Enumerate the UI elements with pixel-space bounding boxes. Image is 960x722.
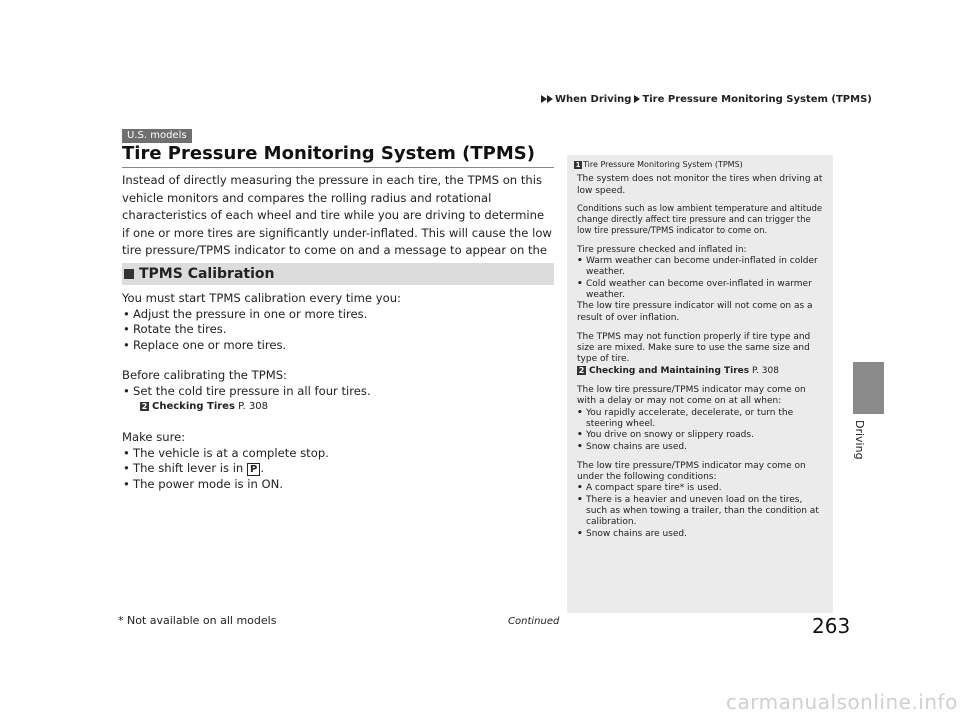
reference-arrow-icon: 2 (578, 365, 585, 375)
reference-page: P. 308 (238, 401, 269, 412)
list-item: • The power mode is in ON. (122, 477, 554, 493)
list-item: • Replace one or more tires. (122, 338, 554, 354)
breadcrumb-page: Tire Pressure Monitoring System (TPMS) (642, 94, 872, 105)
list-item: • A compact spare tire* is used. (577, 483, 826, 494)
reference-title[interactable]: Checking Tires (152, 401, 235, 412)
note-lead: Tire pressure checked and inflated in: (577, 244, 747, 255)
intro-paragraph: Instead of directly measuring the pressure in each tire, the TPMS on this vehicle monitors and compares the rolling radius and rotational characteristics of each wheel and tire while you are driving to determine if one or more tires are significantly under-inflated. This will cause the low tire pressure/TPMS indicator to come on and a message to appear on the (122, 173, 552, 257)
note-number-icon: 1 (575, 161, 581, 169)
note-block (574, 385, 826, 453)
list-item: • You drive on snowy or slippery roads. (577, 430, 826, 441)
section-marker-icon (124, 269, 134, 279)
breadcrumb-section[interactable]: When Driving (555, 94, 632, 105)
calibration-lead: You must start TPMS calibration every time you: (122, 291, 401, 305)
chapter-tab (853, 362, 884, 414)
chapter-tab-label: Driving (853, 420, 866, 460)
make-sure-list (122, 446, 554, 493)
continued-label: Continued (508, 616, 560, 627)
note-lead: The low tire pressure/TPMS indicator may come on under the following conditions: (577, 460, 806, 483)
make-sure (122, 430, 554, 492)
breadcrumb (541, 94, 872, 105)
period: . (260, 461, 265, 475)
list-item: • You rapidly accelerate, decelerate, or turn the steering wheel. (577, 408, 826, 431)
list-item: • Snow chains are used. (577, 442, 826, 453)
before-list (122, 384, 554, 400)
note-block (574, 245, 826, 324)
cross-reference[interactable] (122, 399, 554, 415)
list-item: • Warm weather can become under-inflated in colder weather. (577, 256, 826, 279)
region-badge: U.S. models (122, 129, 192, 143)
sidebar-heading-text: Tire Pressure Monitoring System (TPMS) (583, 160, 743, 169)
reference-title[interactable]: Checking and Maintaining Tires (589, 365, 750, 376)
before-calibrating (122, 368, 554, 415)
reference-arrow-icon: 2 (141, 402, 148, 411)
note-paragraph: The system does not monitor the tires when driving at low speed. (577, 174, 823, 196)
park-position-icon: P (247, 463, 260, 476)
section-heading-text: TPMS Calibration (139, 266, 275, 282)
calibration-list (122, 307, 554, 354)
note-list (577, 408, 826, 453)
list-item: • Rotate the tires. (122, 322, 554, 338)
sidebar-notes (567, 155, 833, 613)
note-block (574, 461, 826, 540)
note-lead: The low tire pressure/TPMS indicator may come on with a delay or may not come on at all when: (577, 385, 806, 407)
cross-reference[interactable] (577, 366, 826, 377)
breadcrumb-arrow-icon (634, 95, 640, 103)
shift-lever-text: The shift lever is in (133, 461, 244, 475)
list-item: • The vehicle is at a complete stop. (122, 446, 554, 462)
note-block (574, 332, 826, 377)
watermark: carmanualsonline.info (726, 690, 958, 714)
note-list (577, 256, 826, 301)
before-lead: Before calibrating the TPMS: (122, 368, 287, 382)
make-sure-lead: Make sure: (122, 430, 186, 444)
page-number: 263 (812, 614, 851, 638)
note-paragraph: The low tire pressure indicator will not come on as a result of over inflation. (577, 301, 813, 323)
list-item: • Set the cold tire pressure in all four tires. (122, 384, 554, 400)
list-item: • There is a heavier and uneven load on the tires, such as when towing a trailer, than the condition at calibration. (577, 495, 826, 529)
list-item (122, 461, 554, 477)
page-title: Tire Pressure Monitoring System (TPMS) (122, 143, 554, 168)
reference-page: P. 308 (752, 365, 779, 376)
note-list (577, 483, 826, 539)
list-item: • Cold weather can become over-inflated in warmer weather. (577, 279, 826, 302)
list-item: • Adjust the pressure in one or more tires. (122, 307, 554, 323)
section-heading (122, 263, 554, 285)
sidebar-heading (574, 159, 826, 170)
list-item: • Snow chains are used. (577, 529, 826, 540)
calibration-body (122, 291, 554, 353)
note-paragraph: The TPMS may not function properly if tire type and size are mixed. Make sure to use the same size and type of tire. (577, 331, 811, 365)
footnote: * Not available on all models (118, 614, 277, 627)
breadcrumb-arrow-icon (547, 95, 553, 103)
note-paragraph: Conditions such as low ambient temperature and altitude change directly affect tire pressure and can trigger the low tire pressure/TPMS indicator to come on. (577, 203, 823, 237)
